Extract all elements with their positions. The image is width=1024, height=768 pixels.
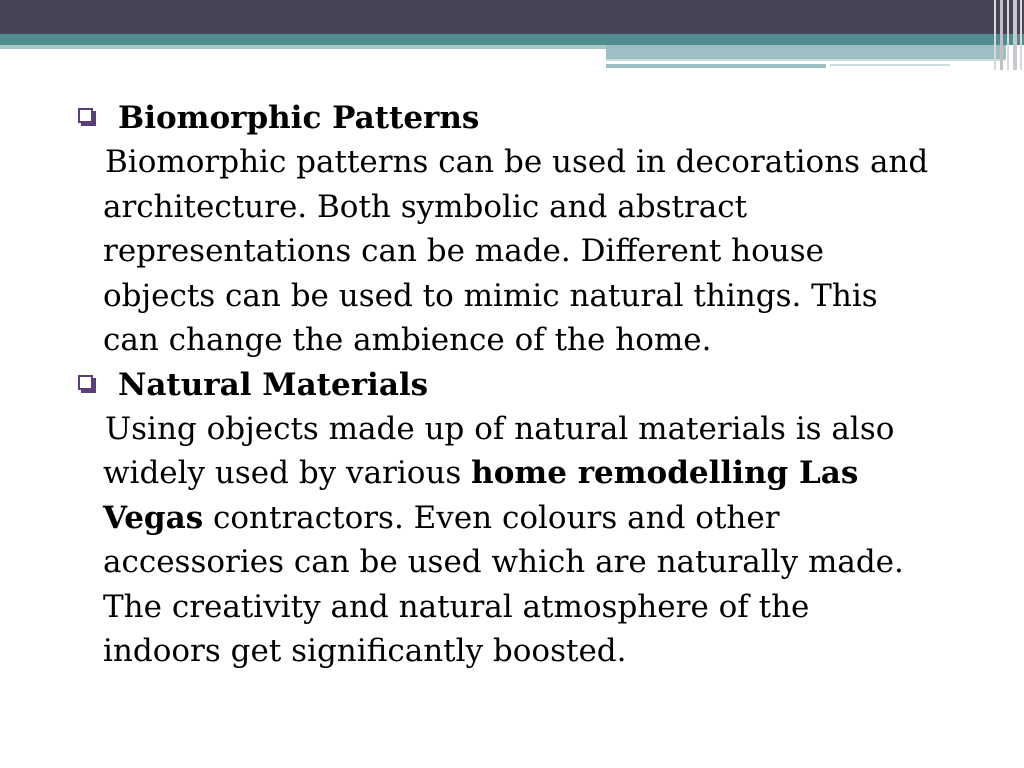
bullet-heading-natural-materials xyxy=(74,363,974,407)
header-bar-teal xyxy=(0,34,1024,45)
paragraph-biomorphic xyxy=(74,140,974,363)
header-vertical-stripe xyxy=(1013,0,1017,70)
text-run: contractors. Even colours and other xyxy=(203,499,780,536)
checkbox-bullet-icon xyxy=(78,375,93,390)
paragraph-line: architecture. Both symbolic and abstract xyxy=(103,188,748,225)
header-vertical-stripe xyxy=(1020,0,1022,70)
paragraph-line xyxy=(103,451,974,496)
header-stripe xyxy=(606,59,1006,61)
header-stripe xyxy=(606,64,826,68)
header-stripe xyxy=(606,45,1006,59)
header-vertical-stripe xyxy=(1000,0,1003,70)
heading-text: Biomorphic Patterns xyxy=(118,100,480,136)
paragraph-line: Using objects made up of natural materials is also xyxy=(105,410,895,447)
paragraph-line: accessories can be used which are naturally made. xyxy=(103,544,904,580)
paragraph-line: objects can be used to mimic natural things. This xyxy=(103,277,878,314)
paragraph-line: Biomorphic patterns can be used in decorations and xyxy=(105,144,929,180)
paragraph-natural-materials xyxy=(74,407,974,674)
paragraph-line: indoors get significantly boosted. xyxy=(103,633,627,669)
slide-content xyxy=(74,96,974,674)
checkbox-bullet-icon xyxy=(78,108,93,123)
bold-link-text: home remodelling Las xyxy=(471,455,859,491)
paragraph-line: The creativity and natural atmosphere of the xyxy=(103,588,810,625)
heading-text: Natural Materials xyxy=(118,366,429,403)
header-stripe xyxy=(0,45,606,49)
header-vertical-stripe xyxy=(994,0,996,70)
paragraph-line xyxy=(103,496,974,541)
header-stripe xyxy=(830,64,950,66)
paragraph-line: can change the ambience of the home. xyxy=(103,322,712,358)
text-run: widely used by various xyxy=(103,455,472,491)
paragraph-line: representations can be made. Different house xyxy=(103,233,825,269)
header-bar-dark xyxy=(0,0,1024,34)
bold-link-text: Vegas xyxy=(103,499,204,536)
header-vertical-stripe xyxy=(1007,0,1009,70)
bullet-heading-biomorphic xyxy=(74,96,974,140)
